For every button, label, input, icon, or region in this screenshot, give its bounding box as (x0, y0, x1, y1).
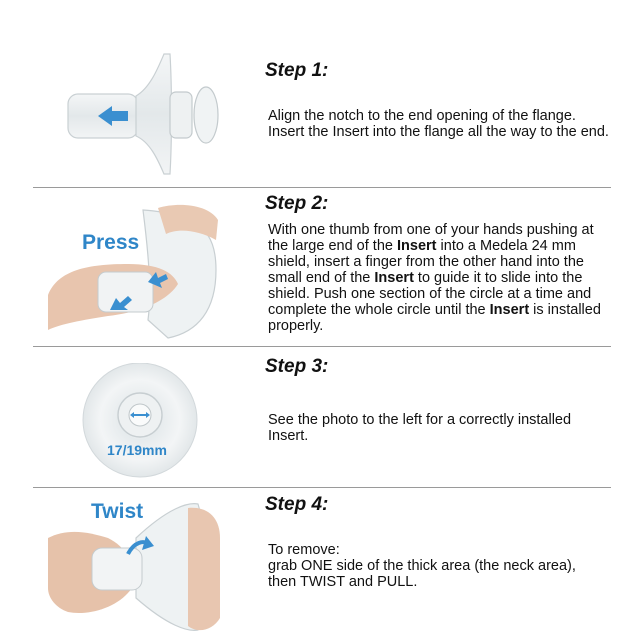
step-4-line: grab ONE side of the thick area (the neck area), then TWIST and PULL. (268, 558, 576, 590)
insert-term: Insert (489, 302, 530, 318)
step-2 (0, 188, 640, 346)
step-4 (0, 488, 640, 640)
step-1 (0, 0, 640, 188)
flange-insert-photo (40, 48, 240, 180)
insert-term: Insert (397, 238, 437, 254)
step-3 (0, 347, 640, 487)
step-1-title: Step 1: (265, 60, 329, 81)
installed-insert-photo (78, 363, 202, 481)
size-label: 17/19mm (107, 442, 167, 458)
press-insert-photo (48, 200, 233, 342)
step-4-text (268, 542, 608, 590)
step-4-title: Step 4: (265, 494, 329, 515)
step-2-text: With one thumb from one of your hands pushing at the large end of the Insert into a Medela 24 mm shield, insert a finger from the other hand into the small end of the Insert to guide it to slide into the shield. Push one section of the circle at a time and complete the whole circle until the Insert is installed properly. (268, 222, 601, 334)
twist-label: Twist (91, 500, 144, 523)
step-3-text: See the photo to the left for a correctly installed Insert. (268, 412, 572, 444)
insert-term: Insert (374, 270, 414, 286)
step-2-title: Step 2: (265, 193, 329, 214)
step-1-text: Align the notch to the end opening of the flange. Insert the Insert into the flange all the way to the end. (268, 108, 609, 140)
step-3-title: Step 3: (265, 356, 329, 377)
step-4-line: To remove: (268, 542, 340, 558)
press-label: Press (82, 231, 140, 254)
